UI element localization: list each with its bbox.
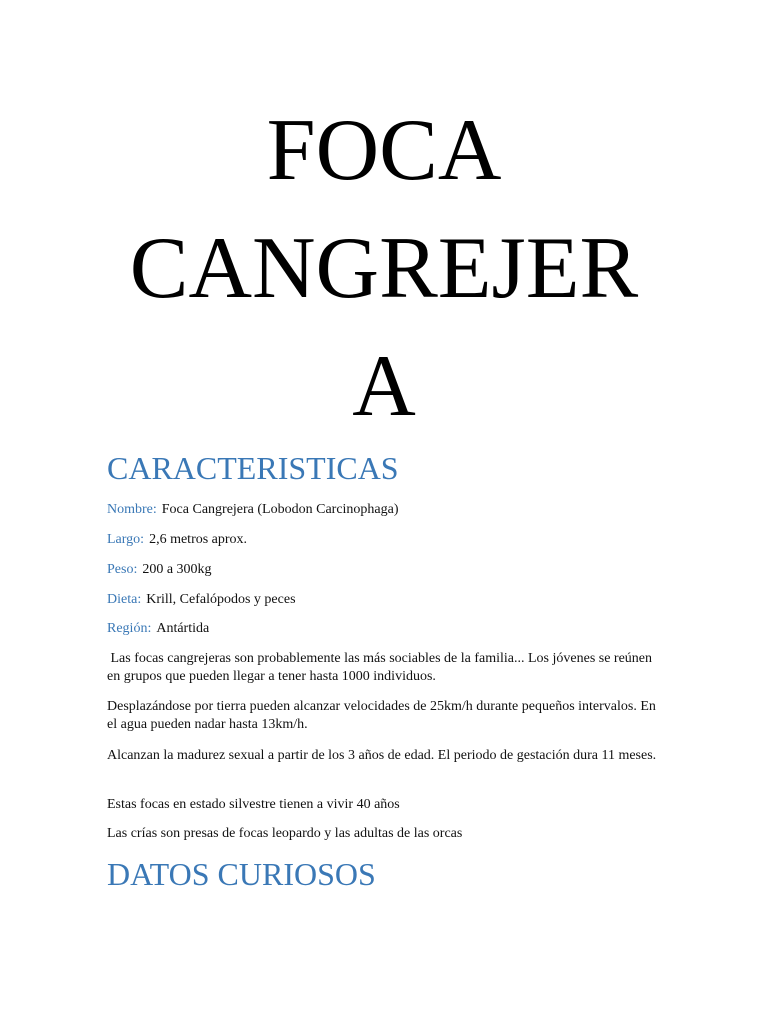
paragraph-predators: Las crías son presas de focas leopardo y las adultas de las orcas	[107, 826, 463, 841]
field-label: Dieta:	[107, 592, 142, 607]
field-value: 2,6 metros aprox.	[149, 532, 248, 547]
field-value: 200 a 300kg	[142, 562, 212, 577]
field-largo	[107, 531, 247, 549]
section-heading-datos-curiosos: DATOS CURIOSOS	[107, 856, 376, 892]
document-title	[100, 92, 668, 446]
field-label: Peso:	[107, 562, 138, 577]
field-label: Región:	[107, 621, 152, 636]
field-value: Krill, Cefalópodos y peces	[146, 592, 296, 607]
title-line-3: A	[352, 338, 416, 435]
title-line-2: CANGREJER	[129, 220, 639, 317]
field-dieta	[107, 591, 296, 609]
paragraph-maturity: Alcanzan la madurez sexual a partir de los 3 años de edad. El periodo de gestación dura 11 meses.	[107, 748, 657, 763]
field-nombre	[107, 501, 399, 519]
field-region	[107, 620, 209, 638]
field-value: Antártida	[156, 621, 210, 636]
field-value: Foca Cangrejera (Lobodon Carcinophaga)	[161, 502, 399, 517]
title-line-1: FOCA	[266, 102, 502, 199]
paragraph-lifespan: Estas focas en estado silvestre tienen a vivir 40 años	[107, 797, 400, 812]
field-label: Nombre:	[107, 502, 157, 517]
paragraph-social: Las focas cangrejeras son probablemente las más sociables de la familia... Los jóvenes se reúnen en grupos que pueden llegar a tener hasta 1000 individuos.	[107, 651, 656, 684]
field-label: Largo:	[107, 532, 145, 547]
section-heading-caracteristicas: CARACTERISTICAS	[107, 450, 399, 486]
field-peso	[107, 561, 212, 579]
paragraph-speed: Desplazándose por tierra pueden alcanzar velocidades de 25km/h durante pequeños intervalos. En el agua pueden nadar hasta 13km/h.	[107, 699, 656, 732]
